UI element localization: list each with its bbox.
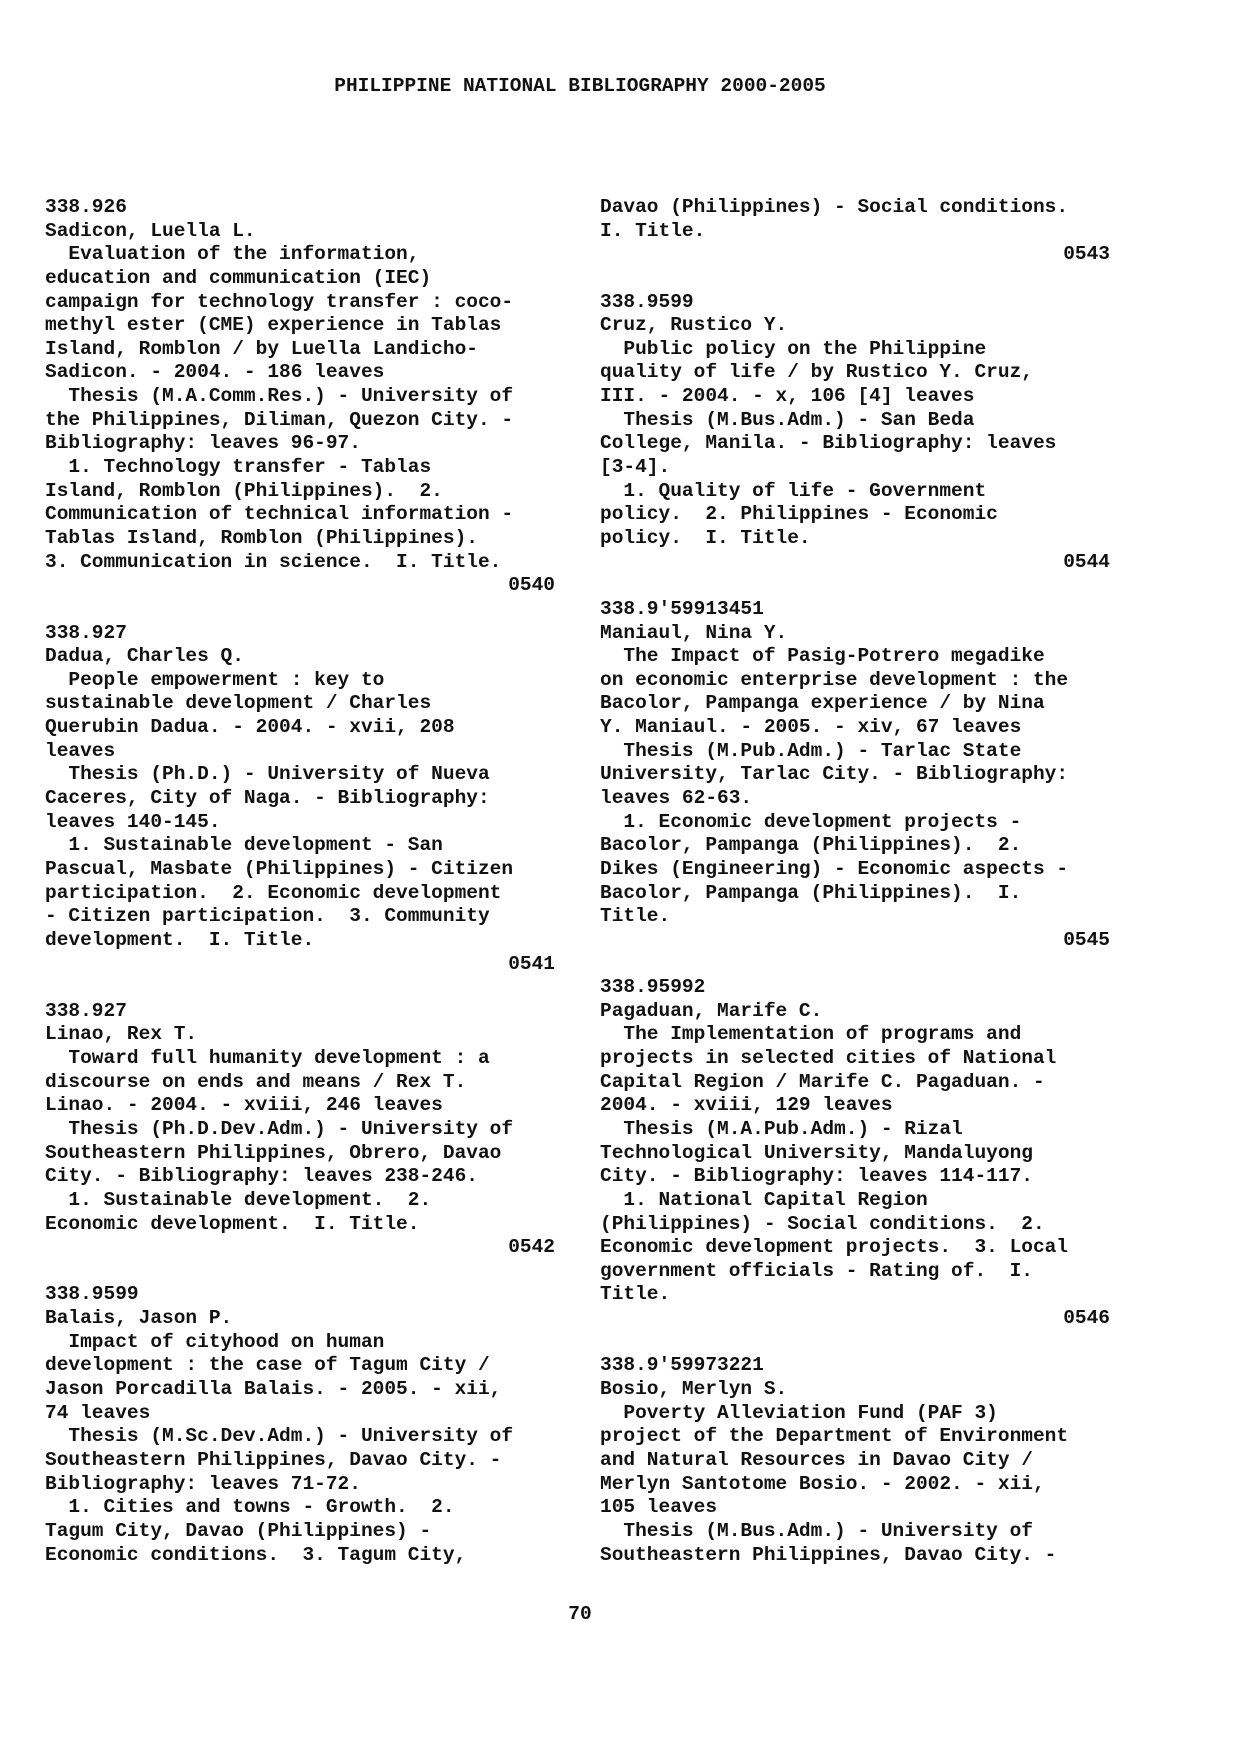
- entry-text-line: Dikes (Engineering) - Economic aspects -: [600, 857, 1069, 880]
- entry-text-line: Pascual, Masbate (Philippines) - Citizen: [45, 857, 514, 880]
- entry-text-line: Bacolor, Pampanga (Philippines). I.: [600, 881, 1022, 904]
- entry-text-line: Caceres, City of Naga. - Bibliography:: [45, 787, 490, 810]
- entry-text-line: Toward full humanity development : a: [45, 1047, 490, 1070]
- entry-text-line: III. - 2004. - x, 106 [4] leaves: [600, 385, 975, 408]
- entry-text-line: Evaluation of the information,: [45, 243, 420, 266]
- entry-text-line: 1. Cities and towns - Growth. 2.: [45, 1496, 455, 1519]
- entry-text-line: Querubin Dadua. - 2004. - xvii, 208: [45, 716, 455, 739]
- entry-text-line: 1. Sustainable development. 2.: [45, 1188, 432, 1211]
- entry-number: 0544: [1063, 550, 1110, 573]
- entry-text-line: Public policy on the Philippine: [600, 337, 987, 360]
- entry-text-line: Thesis (M.Bus.Adm.) - University of: [600, 1519, 1033, 1542]
- blank-line: [45, 1260, 555, 1284]
- entry-text-line: Southeastern Philippines, Davao City. -: [600, 1543, 1057, 1566]
- right-column: [600, 196, 1110, 1567]
- entry-text-line: Bosio, Merlyn S.: [600, 1378, 788, 1401]
- entry-text-line: 1. National Capital Region: [600, 1188, 928, 1211]
- entry-text-line: Southeastern Philippines, Davao City. -: [45, 1448, 502, 1471]
- entry-text-line: 2004. - xviii, 129 leaves: [600, 1094, 893, 1117]
- entry-number: 0546: [1063, 1307, 1110, 1330]
- entry-text-line: leaves: [45, 739, 116, 762]
- entry-text-line: and Natural Resources in Davao City /: [600, 1448, 1033, 1471]
- call-number: 338.9'59913451: [600, 597, 764, 620]
- entry-text-line: Title.: [600, 1283, 671, 1306]
- entry-text-line: [3-4].: [600, 456, 671, 479]
- entry-text-line: Thesis (M.A.Pub.Adm.) - Rizal: [600, 1117, 963, 1140]
- entry-text-line: policy. 2. Philippines - Economic: [600, 503, 998, 526]
- entry-text-line: City. - Bibliography: leaves 114-117.: [600, 1165, 1033, 1188]
- entry-text-line: Balais, Jason P.: [45, 1307, 233, 1330]
- entry-text-line: Title.: [600, 905, 671, 928]
- entry-number: 0542: [508, 1236, 555, 1259]
- entry-text-line: Capital Region / Marife C. Pagaduan. -: [600, 1070, 1045, 1093]
- entry-text-line: Sadicon. - 2004. - 186 leaves: [45, 361, 385, 384]
- entry-text-line: Jason Porcadilla Balais. - 2005. - xii,: [45, 1378, 502, 1401]
- entry-text-line: government officials - Rating of. I.: [600, 1259, 1033, 1282]
- entry-text-line: projects in selected cities of National: [600, 1047, 1057, 1070]
- entry-text-line: - Citizen participation. 3. Community: [45, 905, 490, 928]
- entry-text-line: Economic development. I. Title.: [45, 1212, 420, 1235]
- entry-text-line: Tagum City, Davao (Philippines) -: [45, 1519, 432, 1542]
- entry-number: 0545: [1063, 928, 1110, 951]
- entry-number: 0541: [508, 952, 555, 975]
- entry-text-line: 1. Economic development projects -: [600, 810, 1022, 833]
- entry-text-line: College, Manila. - Bibliography: leaves: [600, 432, 1057, 455]
- blank-line: [600, 1331, 1110, 1355]
- entry-text-line: Thesis (M.Sc.Dev.Adm.) - University of: [45, 1425, 514, 1448]
- entry-text-line: Poverty Alleviation Fund (PAF 3): [600, 1401, 998, 1424]
- call-number: 338.927: [45, 999, 127, 1022]
- entry-text-line: City. - Bibliography: leaves 238-246.: [45, 1165, 478, 1188]
- entry-text-line: Bacolor, Pampanga experience / by Nina: [600, 692, 1045, 715]
- entry-text-line: 74 leaves: [45, 1401, 151, 1424]
- entry-text-line: Economic development projects. 3. Local: [600, 1236, 1069, 1259]
- entry-text-line: Thesis (M.A.Comm.Res.) - University of: [45, 385, 514, 408]
- call-number: 338.9599: [600, 290, 694, 313]
- entry-text-line: Bibliography: leaves 96-97.: [45, 432, 361, 455]
- entry-text-line: Cruz, Rustico Y.: [600, 314, 788, 337]
- entry-text-line: Island, Romblon (Philippines). 2.: [45, 479, 443, 502]
- entry-text-line: Bacolor, Pampanga (Philippines). 2.: [600, 834, 1022, 857]
- call-number: 338.927: [45, 621, 127, 644]
- entry-text-line: The Impact of Pasig-Potrero megadike: [600, 645, 1045, 668]
- call-number: 338.9'59973221: [600, 1354, 764, 1377]
- entry-text-line: Island, Romblon / by Luella Landicho-: [45, 337, 478, 360]
- blank-line: [600, 267, 1110, 291]
- blank-line: [45, 976, 555, 1000]
- entry-text-line: education and communication (IEC): [45, 266, 432, 289]
- entry-text-line: People empowerment : key to: [45, 668, 385, 691]
- entry-text-line: 1. Sustainable development - San: [45, 834, 443, 857]
- page-number: 70: [568, 1603, 592, 1625]
- entry-text-line: Thesis (Ph.D.Dev.Adm.) - University of: [45, 1117, 514, 1140]
- entry-text-line: 105 leaves: [600, 1496, 718, 1519]
- entry-text-line: Davao (Philippines) - Social conditions.: [600, 196, 1069, 218]
- entry-text-line: (Philippines) - Social conditions. 2.: [600, 1212, 1045, 1235]
- entry-text-line: Y. Maniaul. - 2005. - xiv, 67 leaves: [600, 716, 1022, 739]
- entry-text-line: I. Title.: [600, 219, 706, 242]
- page-header: PHILIPPINE NATIONAL BIBLIOGRAPHY 2000-2005: [334, 75, 826, 97]
- entry-text-line: Technological University, Mandaluyong: [600, 1141, 1033, 1164]
- entry-text-line: methyl ester (CME) experience in Tablas: [45, 314, 502, 337]
- entry-text-line: development : the case of Tagum City /: [45, 1354, 490, 1377]
- left-column: [45, 196, 555, 1567]
- call-number: 338.95992: [600, 976, 706, 999]
- entry-text-line: Economic conditions. 3. Tagum City,: [45, 1543, 467, 1566]
- entry-text-line: Tablas Island, Romblon (Philippines).: [45, 526, 478, 549]
- entry-text-line: Impact of cityhood on human: [45, 1330, 385, 1353]
- entry-text-line: campaign for technology transfer : coco-: [45, 290, 514, 313]
- entry-text-line: quality of life / by Rustico Y. Cruz,: [600, 361, 1033, 384]
- entry-text-line: policy. I. Title.: [600, 526, 811, 549]
- entry-text-line: Merlyn Santotome Bosio. - 2002. - xii,: [600, 1472, 1045, 1495]
- entry-text-line: Southeastern Philippines, Obrero, Davao: [45, 1141, 502, 1164]
- blank-line: [45, 598, 555, 622]
- entry-text-line: Bibliography: leaves 71-72.: [45, 1472, 361, 1495]
- entry-text-line: participation. 2. Economic development: [45, 881, 502, 904]
- entry-text-line: 1. Quality of life - Government: [600, 479, 987, 502]
- entry-text-line: Pagaduan, Marife C.: [600, 999, 823, 1022]
- blank-line: [600, 953, 1110, 977]
- entry-text-line: The Implementation of programs and: [600, 1023, 1022, 1046]
- entry-text-line: the Philippines, Diliman, Quezon City. -: [45, 408, 514, 431]
- blank-line: [600, 574, 1110, 598]
- entry-text-line: Thesis (Ph.D.) - University of Nueva: [45, 763, 490, 786]
- entry-text-line: Sadicon, Luella L.: [45, 219, 256, 242]
- entry-text-line: Linao. - 2004. - xviii, 246 leaves: [45, 1094, 443, 1117]
- entry-number: 0543: [1063, 243, 1110, 266]
- entry-text-line: leaves 62-63.: [600, 787, 753, 810]
- entry-text-line: 3. Communication in science. I. Title.: [45, 550, 502, 573]
- entry-text-line: sustainable development / Charles: [45, 692, 432, 715]
- entry-text-line: leaves 140-145.: [45, 810, 221, 833]
- entry-text-line: project of the Department of Environment: [600, 1425, 1069, 1448]
- entry-text-line: 1. Technology transfer - Tablas: [45, 456, 432, 479]
- entry-text-line: Thesis (M.Pub.Adm.) - Tarlac State: [600, 739, 1022, 762]
- call-number: 338.926: [45, 196, 127, 218]
- entry-text-line: Dadua, Charles Q.: [45, 645, 244, 668]
- entry-text-line: development. I. Title.: [45, 928, 315, 951]
- entry-text-line: Communication of technical information -: [45, 503, 514, 526]
- call-number: 338.9599: [45, 1283, 139, 1306]
- entry-text-line: discourse on ends and means / Rex T.: [45, 1070, 467, 1093]
- entry-text-line: Linao, Rex T.: [45, 1023, 198, 1046]
- entry-text-line: on economic enterprise development : the: [600, 668, 1069, 691]
- entry-text-line: Maniaul, Nina Y.: [600, 621, 788, 644]
- entry-text-line: Thesis (M.Bus.Adm.) - San Beda: [600, 408, 975, 431]
- entry-number: 0540: [508, 574, 555, 597]
- entry-text-line: University, Tarlac City. - Bibliography:: [600, 763, 1069, 786]
